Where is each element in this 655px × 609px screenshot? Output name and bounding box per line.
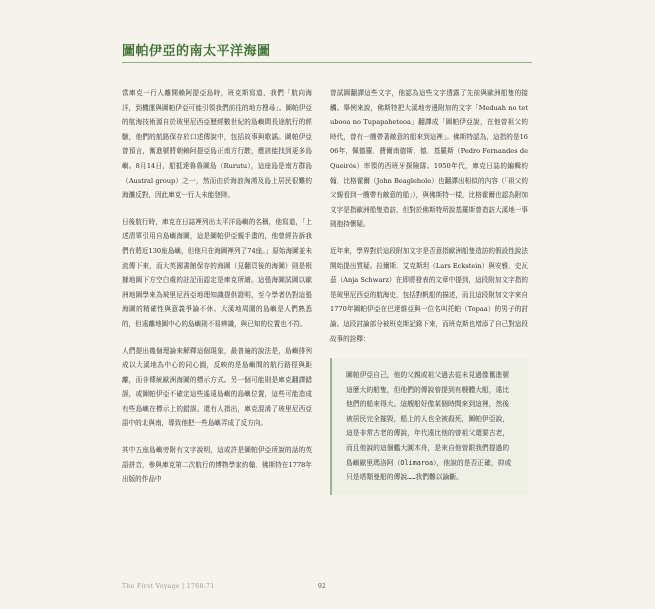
paragraph: 日後航行時，庫克在日誌裡列出太平洋島嶼的名稱，他寫道，「上述清單引用自島嶼海圖，這是圖帕伊亞親手畫的，他曾經告訴我們有將近130座島嶼，但他只在海圖裡列了74座。」原始海圖並未流傳下來，而大英國書館保存的海圖（見翻頁後的海圖）則是根據地圖下方空白處的註記而認定是庫克所繪。這張海圖試圖以歐洲地圖學來為玻里尼西亞地理知識提供證明，至今學者仍對這張海圖的精確性與意義爭論不休。大溪地周圍的島嶼是人們熟悉的，但遠離地圖中心的島嶼則不易辨識，與已知的位置也不符。 — [122, 217, 312, 328]
section-title: 圖帕伊亞的南太平洋海圖 — [122, 44, 271, 59]
block-quote: 圖帕伊亞自己，他的父親或祖父過去從未見過像奮進號這麼大的船隻，但他們的傳說曾提到有艘體大船，遠比他們的船來得大。這艘船好像某個時間來到這裡，然後被居民完全摧毀，船上的人也全被殺死，圖帕伊亞說，這是非常古老的傳說，年代遠比他的曾祖父還要古老，而且他說的這個艦大圓木舟，是來自他曾跟我們提過的島嶼歐里瑪洛阿（Olimaroa），他說的是否正確，抑或只是塔類曼船的傳說……我們難以論斷。 — [330, 358, 528, 495]
paragraph: 人們提出幾個理論來解釋這個現象，最普遍的說法是，島嶼排列成以大溪地為中心的同心圓，反映的是島嶼間的航行路徑與距離，而非傳統歐洲海圖的標示方式。另一個可能則是庫克翻譯錯誤，或圖帕伊亞不確定這些遙遠島嶼的島嶼位置，這些可能造成有些島嶼在標示上的錯誤。還有人指出，庫克混淆了玻里尼西亞語中的北與南，導致他把一些島嶼弄成了反方向。 — [122, 346, 312, 428]
page-number: 92 — [318, 583, 326, 590]
paragraph: 近年來，學界對於這段附加文字是否意指歐洲船隻造訪的假設性說法開始提出質疑。拉爾斯．艾克斯坦（Lars Eckstein）與安雅．史瓦茲（Anja Schwarz）在即將發表的文章中提到，這段附加文字指的是玻里尼西亞的航海史，包括對帆船的描述，而且這段附加文字來自1770年圖帕伊亞在巴達維亞與一位名叫托帕（Topaa）的男子的討論。這段討論部分被班克斯記錄下來，而班克斯也增添了自己對這段故事的詮釋： — [330, 246, 528, 343]
paragraph: 當庫克一行人離開賴阿提亞島時，班克斯寫道，我們「航向海洋，到機運與圖帕伊亞可能引領我們前往的地方搜尋」。圖帕伊亞的航海技術源自於玻里尼西亞歷經數世紀的島嶼間長途航行的經驗，他們的航路保存於口述傳說中，包括故事與歌謠。圖帕伊亞曾預言，奮進號將朝賴阿提亞島正南方行駛，應該能找到更多島嶼。8月14日，船抵達魯魯圖島（Rurutu），這座島是南方群島（Austral group）之一，然而由於海浪洶湧及島上居民很難的海灘反對，因此庫克一行人未能登陸。 — [122, 89, 312, 200]
title-divider — [122, 62, 532, 63]
left-column — [122, 86, 312, 499]
paragraph: 其中五座島嶼旁附有文字說明，這或許是圖帕伊亞所說的話的英語拼音，參與庫克第二次航行的博物學家約翰．佛斯特在1778年出版的作品中 — [122, 446, 312, 484]
running-head: The First Voyage | 1768-71 — [122, 583, 215, 590]
paragraph: 曾試圖翻譯這些文字，他認為這些文字透露了先前與歐洲船隻的接觸。舉例來說，佛斯特把大溪地旁邊附加的文字「Meduah no tetubooa no Tupapaheteoa」翻譯成「圖帕伊亞說，在他曾祖父的時代，曾有一艘帶著敵意的船來到這裡」。佛斯特認為，這指的是1606年，佩德羅．費爾南德斯．德．基羅斯（Pedro Fernandes de Queirós）率領的西班牙探險隊。1950年代，庫克日誌的編輯約翰．比格霍爾（John Beaglehole）也翻譯出相似的內容（「祖父的父親看到一艘帶有敵意的船」），與佛斯特一樣，比格霍爾也認為附加文字是指歐洲船隻造訪，但對於佛斯特所說基羅斯曾造訪大溪地一事則抱持懷疑。 — [330, 89, 528, 229]
page-footer — [122, 583, 532, 595]
right-column — [330, 86, 528, 495]
